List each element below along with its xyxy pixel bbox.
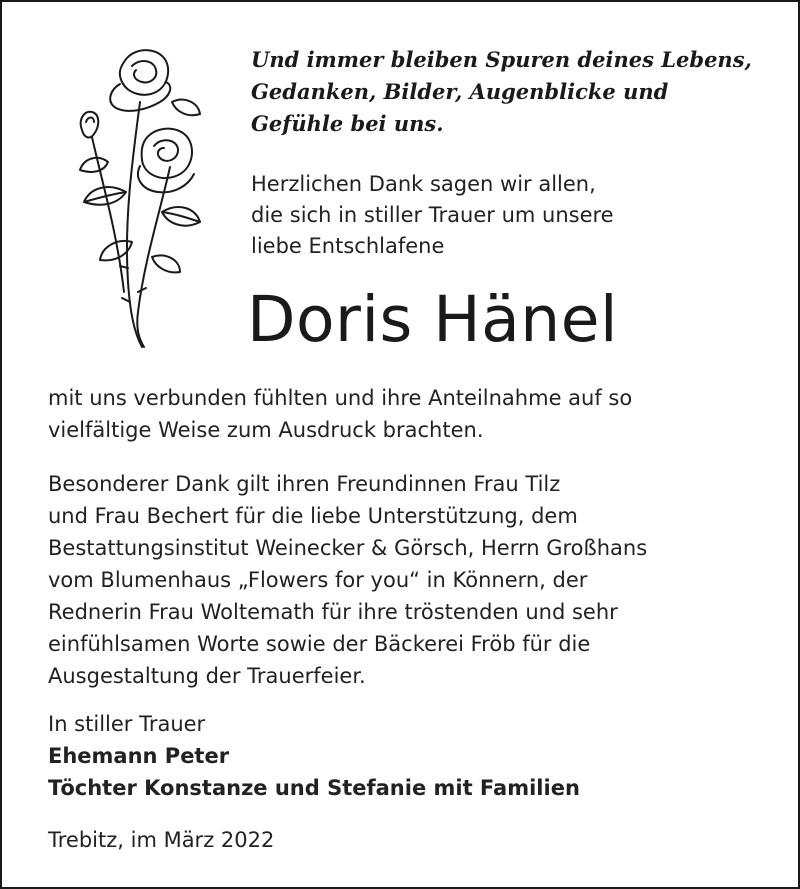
signature-block [48,708,778,804]
text-line: Besonderer Dank gilt ihren Freundinnen Frau Tilz [48,472,561,496]
quote-line: Gefühle bei uns. [251,111,444,136]
text-line: Ausgestaltung der Trauerfeier. [48,664,366,688]
text-line: vielfältige Weise zum Ausdruck brachten. [48,418,484,442]
rose-bouquet-icon [62,42,212,362]
text-line: und Frau Bechert für die liebe Unterstützung, dem [48,504,578,528]
quote-line: Und immer bleiben Spuren deines Lebens, [251,47,752,72]
thanks-line: die sich in stiller Trauer um unsere [251,203,614,227]
text-line: Rednerin Frau Woltemath für ihre tröstenden und sehr [48,600,618,624]
thanks-line: Herzlichen Dank sagen wir allen, [251,172,596,196]
memorial-quote [251,44,781,140]
signature-daughters: Töchter Konstanze und Stefanie mit Familien [48,776,580,800]
thanks-continuation [48,382,778,446]
text-line: mit uns verbunden fühlten und ihre Anteilnahme auf so [48,386,633,410]
thanks-line: liebe Entschlafene [251,234,445,258]
special-thanks-paragraph [48,468,778,692]
quote-line: Gedanken, Bilder, Augenblicke und [251,79,669,104]
signature-husband: Ehemann Peter [48,744,230,768]
deceased-name: Doris Hänel [247,283,618,356]
thanks-intro [251,169,771,262]
text-line: Bestattungsinstitut Weinecker & Görsch, Herrn Großhans [48,536,648,560]
place-date [48,824,778,856]
place-date-text: Trebitz, im März 2022 [48,828,275,852]
signature-intro: In stiller Trauer [48,712,206,736]
text-line: vom Blumenhaus „Flowers for you“ in Könnern, der [48,568,588,592]
text-line: einfühlsamen Worte sowie der Bäckerei Fröb für die [48,632,591,656]
